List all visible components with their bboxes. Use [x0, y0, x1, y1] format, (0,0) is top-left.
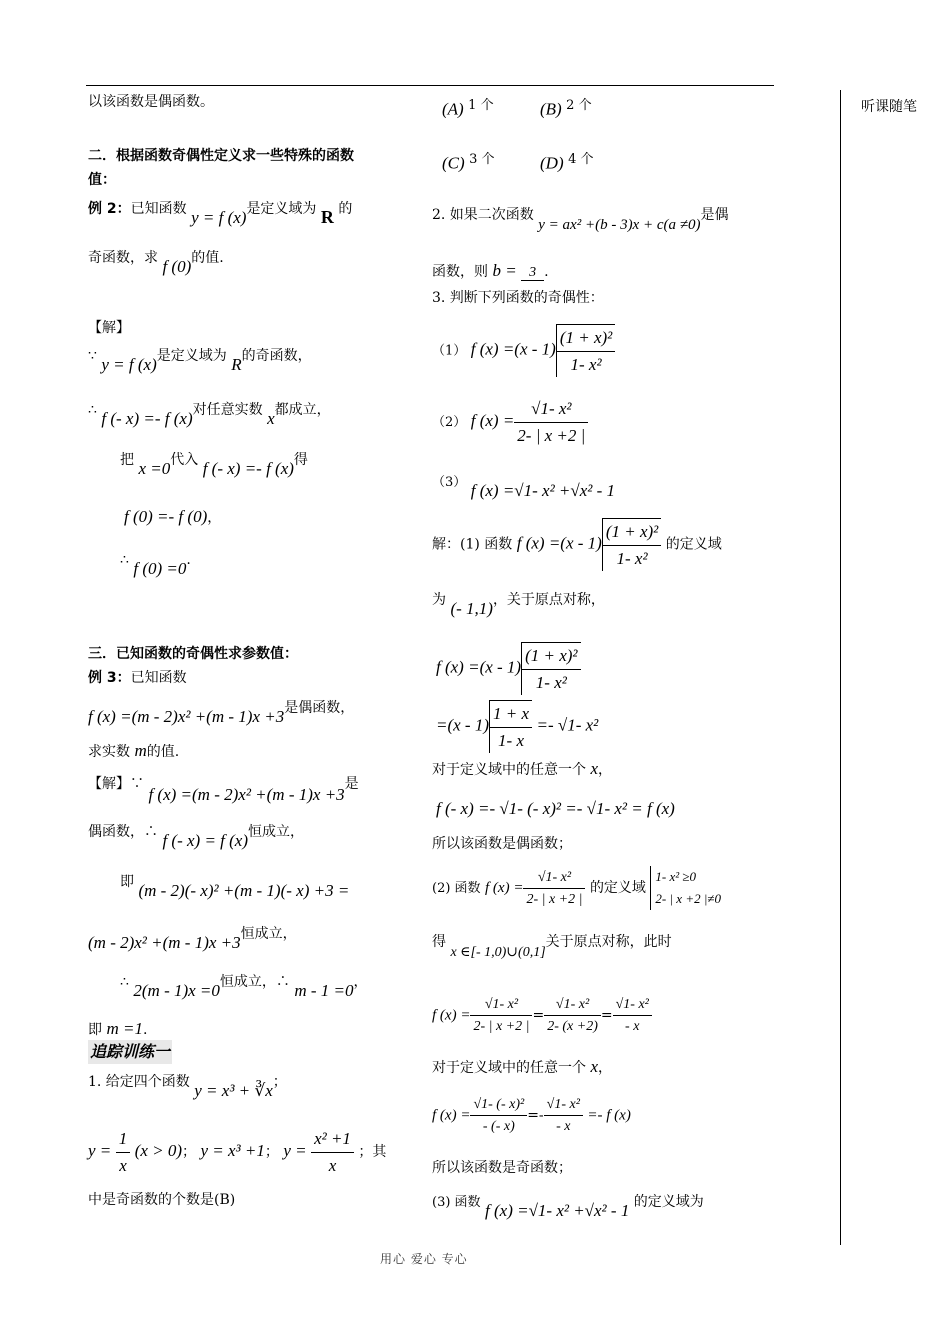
math: m =1: [106, 1019, 143, 1038]
answer-2-eq: f (x) = $\frac{\text{√1- x²}}{2- | x +2 |}$ = $\frac{\text{√1- x²}}{2- (x +2)}$ = $\frac{\text{√1- x²}}{- x}$: [432, 994, 652, 1037]
text: ；: [182, 1144, 197, 1160]
answer-2-conclusion: 所以该函数是奇函数；: [432, 1160, 572, 1176]
math: =- f (x): [587, 1107, 631, 1124]
text: 关于原点对称，此时: [545, 934, 672, 950]
sqrt-fraction: [556, 324, 615, 377]
text: 奇函数，求: [88, 250, 158, 266]
option-value: 3 个: [469, 152, 495, 167]
math: x ∈[- 1,0)∪(0,1]: [450, 945, 546, 960]
question-2-cont: [432, 258, 549, 284]
example-3-cont: [88, 738, 179, 764]
fraction: [514, 396, 588, 448]
text: 偶函数，∴: [88, 824, 158, 840]
answer-1-eq: [436, 796, 675, 822]
text: 的定义域为: [633, 1194, 704, 1210]
condition: 1- x² ≥0: [655, 869, 697, 884]
math: m - 1 =0: [294, 981, 354, 1000]
solution-step: [124, 504, 221, 530]
option-label: (A): [442, 99, 464, 119]
text: ；: [264, 1144, 279, 1160]
math: m: [134, 741, 147, 760]
text: 对于定义域中的任意一个: [432, 762, 586, 778]
text: 的: [338, 201, 353, 217]
fraction: [544, 1094, 583, 1137]
text: 是定义域为: [156, 348, 227, 364]
math: f (- x) =- √1- (- x)² =- √1- x² = f (x): [436, 799, 675, 818]
section-3-title: 三．已知函数的奇偶性求参数值：: [88, 646, 298, 662]
text: ，: [598, 762, 612, 778]
text: 的定义域: [589, 880, 646, 897]
text: 对于定义域中的任意一个: [432, 1060, 586, 1076]
answer-2: [432, 866, 721, 910]
math: (m - 2)(- x)² +(m - 1)(- x) +3 =: [138, 881, 350, 900]
text: 是: [344, 776, 359, 792]
condition: 2- | x +2 |≠0: [655, 891, 722, 907]
math: x: [590, 1057, 598, 1076]
numerator: √1- x²: [514, 396, 588, 423]
math: y =: [88, 1141, 112, 1160]
math: 2(m - 1)x =0: [133, 981, 220, 1000]
text: 是定义域为: [246, 201, 317, 217]
text: ；: [272, 1074, 287, 1090]
text: 【解】∵: [88, 776, 144, 792]
domain-system: [650, 866, 721, 910]
sqrt-fraction: [602, 518, 661, 571]
denominator: 2- | x +2 |: [473, 1019, 530, 1034]
part-label: （1）: [432, 343, 467, 359]
denominator: 1- x: [498, 730, 525, 750]
math: f (x) =: [470, 411, 515, 430]
option-row: [442, 96, 494, 122]
numerator: √1- x²: [613, 994, 652, 1016]
text: 恒成立，: [248, 824, 305, 840]
tracking-exercise-title: 追踪训练一: [88, 1040, 172, 1064]
text: 解：(1) 函数: [432, 536, 513, 553]
sqrt-fraction: [521, 642, 580, 695]
text-line: 以该函数是偶函数。: [88, 94, 214, 110]
denominator: - (- x): [482, 1119, 515, 1134]
math: f (x) =(m - 2)x² +(m - 1)x +3: [88, 707, 285, 726]
part-2: [432, 396, 588, 448]
math: f (x) =√1- x² +√x² - 1: [485, 1201, 630, 1220]
math: f (x) =(m - 2)x² +(m - 1)x +3: [148, 785, 345, 804]
denominator: x: [328, 1155, 337, 1175]
text: 为: [432, 592, 446, 608]
therefore-symbol: ∴: [120, 974, 129, 990]
example-2-cont: [88, 244, 224, 276]
text: 函数，则: [432, 264, 488, 280]
answer-1: [432, 518, 722, 571]
text: (3) 函数: [432, 1195, 481, 1210]
solution-3-cont: [88, 818, 305, 850]
denominator: x: [119, 1155, 127, 1175]
question-3: 3. 判断下列函数的奇偶性：: [432, 290, 604, 306]
part-label: （2）: [432, 415, 467, 430]
question-1-prompt: 中是奇函数的个数是(B): [88, 1192, 236, 1208]
option-value: 2 个: [566, 98, 592, 113]
text: 的值.: [146, 744, 180, 760]
option-label: (B): [540, 99, 562, 119]
numerator: (1 + x)²: [557, 325, 615, 352]
math: (x > 0): [134, 1141, 183, 1160]
example-label: 例 3：: [88, 670, 131, 686]
text: 把: [120, 452, 134, 468]
fraction: [613, 994, 652, 1037]
math: y = x³ +1: [200, 1141, 265, 1160]
answer-2-cont: [432, 1054, 612, 1080]
answer-1-eq: [436, 700, 598, 753]
text: 即: [88, 1022, 102, 1038]
solution-label: 【解】: [88, 320, 130, 336]
math: R: [231, 355, 242, 374]
math: f (x) =(x - 1): [470, 339, 556, 359]
text: 的定义域: [665, 536, 722, 553]
fraction: [116, 1126, 131, 1178]
solution-3-cont: [88, 1016, 147, 1042]
part-1: [432, 324, 615, 377]
margin-note-title: 听课随笔: [861, 99, 917, 115]
denominator: 2- | x +2 |: [517, 425, 586, 445]
math: y = f (x): [191, 208, 247, 227]
text: .: [186, 552, 191, 568]
text: 2. 如果二次函数: [432, 207, 534, 223]
text: ，: [598, 1060, 612, 1076]
math: b =: [492, 261, 517, 280]
text: 得: [293, 452, 308, 468]
sqrt-fraction: [489, 700, 532, 753]
fraction: [523, 867, 585, 910]
fraction: [470, 994, 532, 1037]
text: 对任意实数: [192, 402, 263, 418]
option-value: 1 个: [468, 98, 494, 113]
fraction: [311, 1126, 354, 1178]
fraction: [544, 994, 601, 1037]
question-2: [432, 204, 729, 233]
answer-2-cont: [432, 932, 672, 960]
numerator: √1- x²: [470, 994, 532, 1016]
example-label: 例 2：: [88, 201, 131, 217]
answer-1-conclusion: 所以该函数是偶函数；: [432, 836, 572, 852]
denominator: - x: [625, 1019, 640, 1034]
math: f (- x) =- f (x): [101, 409, 193, 428]
math: f (- x) = f (x): [162, 831, 249, 850]
math: x =0: [138, 459, 171, 478]
text: 求实数: [88, 744, 130, 760]
numerator: (1 + x)²: [603, 519, 661, 546]
math: f (0) =- f (0): [124, 507, 208, 526]
text: (2) 函数: [432, 881, 481, 897]
math: y = ax² +(b - 3)x + c(a ≠0): [538, 217, 701, 233]
text: 是偶函数，: [284, 700, 355, 716]
math: f (0) =0: [133, 559, 187, 578]
question-1: [88, 1068, 287, 1100]
denominator: 1- x²: [570, 354, 602, 374]
math-R: R: [320, 207, 334, 227]
math: x: [590, 759, 598, 778]
section-2-title: 二．根据函数奇偶性定义求一些特殊的函数: [88, 148, 354, 164]
math: (m - 2)x² +(m - 1)x +3: [88, 933, 241, 952]
because-symbol: ∵: [88, 348, 97, 364]
answer-blank: 3: [521, 265, 544, 281]
text: 是偶: [700, 207, 729, 223]
solution-step: [88, 342, 312, 374]
math: f (0): [162, 257, 192, 276]
math: f (x) =: [485, 880, 524, 897]
part-3: [432, 468, 616, 500]
option-row: [540, 150, 593, 176]
math: f (- x) =- f (x): [202, 459, 294, 478]
math: f (x) =: [432, 1107, 471, 1124]
therefore-symbol: ∴: [120, 552, 129, 568]
section-2-title-cont: 值：: [88, 172, 116, 188]
therefore-symbol: ∴: [88, 402, 97, 418]
margin-rule: [840, 90, 841, 1245]
text: .: [544, 264, 549, 280]
math: y = x³ + ∛x: [194, 1081, 273, 1100]
numerator: √1- x²: [523, 867, 585, 889]
solution-step: [120, 546, 191, 578]
math: f (x) =(x - 1): [516, 533, 602, 553]
math: x: [267, 409, 275, 428]
numerator: √1- (- x)²: [470, 1094, 527, 1116]
numerator: x² +1: [311, 1126, 354, 1153]
denominator: 1- x²: [535, 672, 567, 692]
example-2: [88, 194, 353, 227]
answer-3: [432, 1188, 704, 1220]
numerator: √1- x²: [544, 994, 601, 1016]
part-label: （3）: [432, 475, 467, 490]
answer-1-cont: [432, 586, 605, 618]
numerator: (1 + x)²: [522, 643, 580, 670]
answer-1-eq: [436, 642, 581, 695]
math: (- 1,1): [450, 599, 493, 618]
example-3-cont: [88, 694, 355, 726]
math: =- √1- x²: [536, 715, 599, 735]
denominator: 2- (x +2): [547, 1019, 598, 1034]
math: y =: [283, 1141, 307, 1160]
page-footer: 用心 爱心 专心: [380, 1252, 468, 1266]
math: f (x) =(x - 1): [436, 657, 522, 677]
example-3: [88, 668, 187, 689]
text: ，: [353, 974, 368, 990]
fraction: [470, 1094, 527, 1137]
option-row: [540, 96, 592, 122]
solution-3-cont: [88, 920, 297, 952]
answer-1-cont: [432, 756, 612, 782]
header-rule: [86, 85, 774, 86]
text: 已知函数: [130, 201, 187, 217]
text: 恒成立，: [240, 926, 297, 942]
numerator: 1 + x: [490, 701, 532, 728]
text: 即: [120, 874, 134, 890]
solution-step: [120, 446, 308, 478]
option-label: (C): [442, 153, 465, 173]
math: y = f (x): [101, 355, 157, 374]
numerator: √1- x²: [544, 1094, 583, 1116]
text: 代入: [170, 452, 199, 468]
text: .: [142, 1022, 148, 1038]
text: ，: [207, 510, 222, 526]
text: 已知函数: [130, 670, 187, 686]
option-value: 4 个: [568, 152, 594, 167]
solution-step: [88, 396, 331, 428]
math: f (x) =√1- x² +√x² - 1: [470, 481, 616, 500]
math: f (x) =: [432, 1007, 471, 1024]
denominator: 2- | x +2 |: [526, 891, 583, 907]
numerator: 1: [116, 1126, 131, 1153]
option-row: [442, 150, 495, 176]
denominator: 1- x²: [616, 548, 648, 568]
answer-2-eq: f (x) = $\frac{\text{√1- (- x)²}}{- (- x)}$ =- $\frac{\text{√1- x²}}{- x}$ =- f (x): [432, 1094, 631, 1137]
solution-3-cont: [120, 868, 350, 900]
text: 得: [432, 934, 446, 950]
text: 1. 给定四个函数: [88, 1074, 190, 1090]
option-label: (D): [540, 153, 564, 173]
question-1-functions: [88, 1126, 386, 1178]
solution-3-cont: [120, 968, 368, 1000]
math: =(x - 1): [436, 715, 490, 735]
text: 的值.: [191, 250, 224, 266]
solution-3: [88, 770, 359, 804]
text: ；其: [358, 1144, 387, 1160]
text: ，关于原点对称，: [492, 592, 605, 608]
text: 的奇函数，: [241, 348, 312, 364]
denominator: - x: [556, 1119, 571, 1134]
text: 恒成立，∴: [219, 974, 290, 990]
text: 都成立，: [274, 402, 331, 418]
